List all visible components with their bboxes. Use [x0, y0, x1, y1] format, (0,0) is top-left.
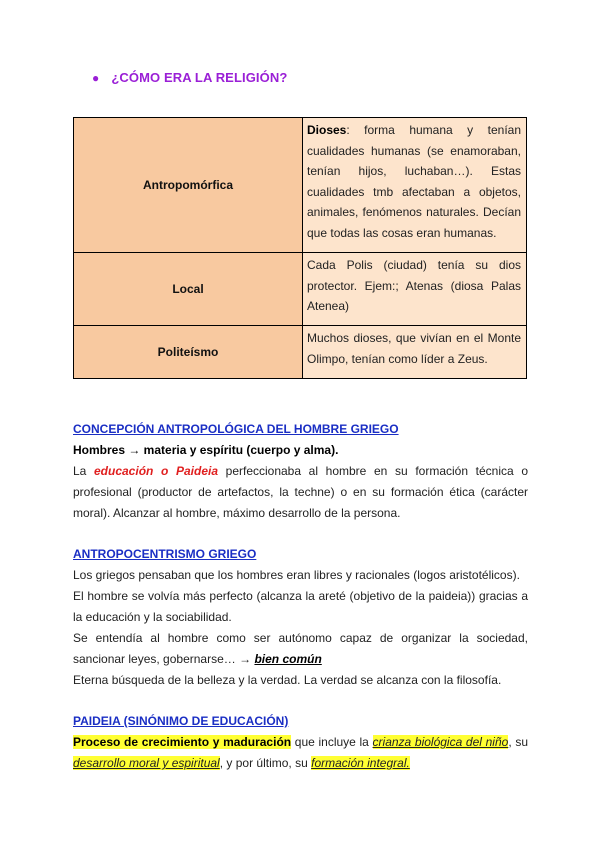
antropocentrismo-p3 — [73, 628, 528, 670]
paideia-bold-highlight: Proceso de crecimiento y maduración — [73, 735, 292, 749]
p-rest: perfeccionaba al hombre en su formación técnica o profesional (productor de artefactos, la techne) o en su formación ética (carácter moral). Alcanzar al hombre, máximo desarrollo de la persona. — [73, 464, 528, 520]
table-row-description: Muchos dioses, que vivían en el Monte Olimpo, tenían como líder a Zeus. — [303, 326, 527, 379]
religion-heading-text: ¿CÓMO ERA LA RELIGIÓN? — [111, 70, 288, 85]
antropocentrismo-p2: El hombre se volvía más perfecto (alcanza la areté (objetivo de la paideia)) gracias a la educación y la sociabilidad. — [73, 589, 528, 624]
table-row — [74, 118, 527, 253]
concepcion-section — [73, 419, 528, 524]
concepcion-paragraph — [73, 461, 528, 524]
table-row-description: Cada Polis (ciudad) tenía su dios protector. Ejem:; Atenas (diosa Palas Atenea) — [303, 253, 527, 326]
table-row-label: Local — [74, 253, 303, 326]
t3: , y por último, su — [219, 756, 312, 770]
table-row-label: Antropomórfica — [74, 118, 303, 253]
p-start: La — [73, 464, 94, 478]
highlight-2: desarrollo moral y espiritual — [73, 756, 220, 770]
paideia-emphasis: educación o Paideia — [94, 464, 218, 478]
antropocentrismo-p4: Eterna búsqueda de la belleza y la verdad. La verdad se alcanza con la filosofía. — [73, 673, 502, 687]
concepcion-title: CONCEPCIÓN ANTROPOLÓGICA DEL HOMBRE GRIEGO — [73, 422, 399, 436]
desc-text: : forma humana y tenían cualidades humanas (se enamoraban, tenían hijos, luchaban…). Estas cualidades tmb afectaban a objetos, animales, fenómenos naturales. Decían que todas las cosas eran humanas. — [307, 123, 521, 240]
bien-comun: bien común — [254, 652, 322, 666]
paideia-title: PAIDEIA (SINÓNIMO DE EDUCACIÓN) — [73, 714, 289, 728]
highlight-3: formación integral. — [311, 756, 410, 770]
table-row-label: Politeísmo — [74, 326, 303, 379]
paideia-paragraph — [73, 732, 528, 774]
antropocentrismo-p1: Los griegos pensaban que los hombres eran libres y racionales (logos aristotélicos). — [73, 568, 520, 582]
t2: , su — [508, 735, 528, 749]
antropocentrismo-title: ANTROPOCENTRISMO GRIEGO — [73, 547, 257, 561]
religion-heading — [92, 70, 287, 85]
desc-bold: Dioses — [307, 123, 347, 137]
concepcion-subtitle-text: Hombres → materia y espíritu (cuerpo y alma). — [73, 443, 339, 457]
p3-text: Se entendía al hombre como ser autónomo capaz de organizar la sociedad, sancionar leyes, gobernarse… → — [73, 631, 528, 666]
table-row — [74, 326, 527, 379]
religion-table — [73, 117, 527, 379]
highlight-1: crianza biológica del niño — [372, 735, 509, 749]
paideia-section — [73, 711, 528, 774]
concepcion-subtitle — [73, 440, 528, 461]
t1: que incluye la — [291, 735, 373, 749]
antropocentrismo-section — [73, 544, 528, 691]
table-row-description — [303, 118, 527, 253]
table-row — [74, 253, 527, 326]
bullet-icon: ● — [92, 71, 100, 85]
